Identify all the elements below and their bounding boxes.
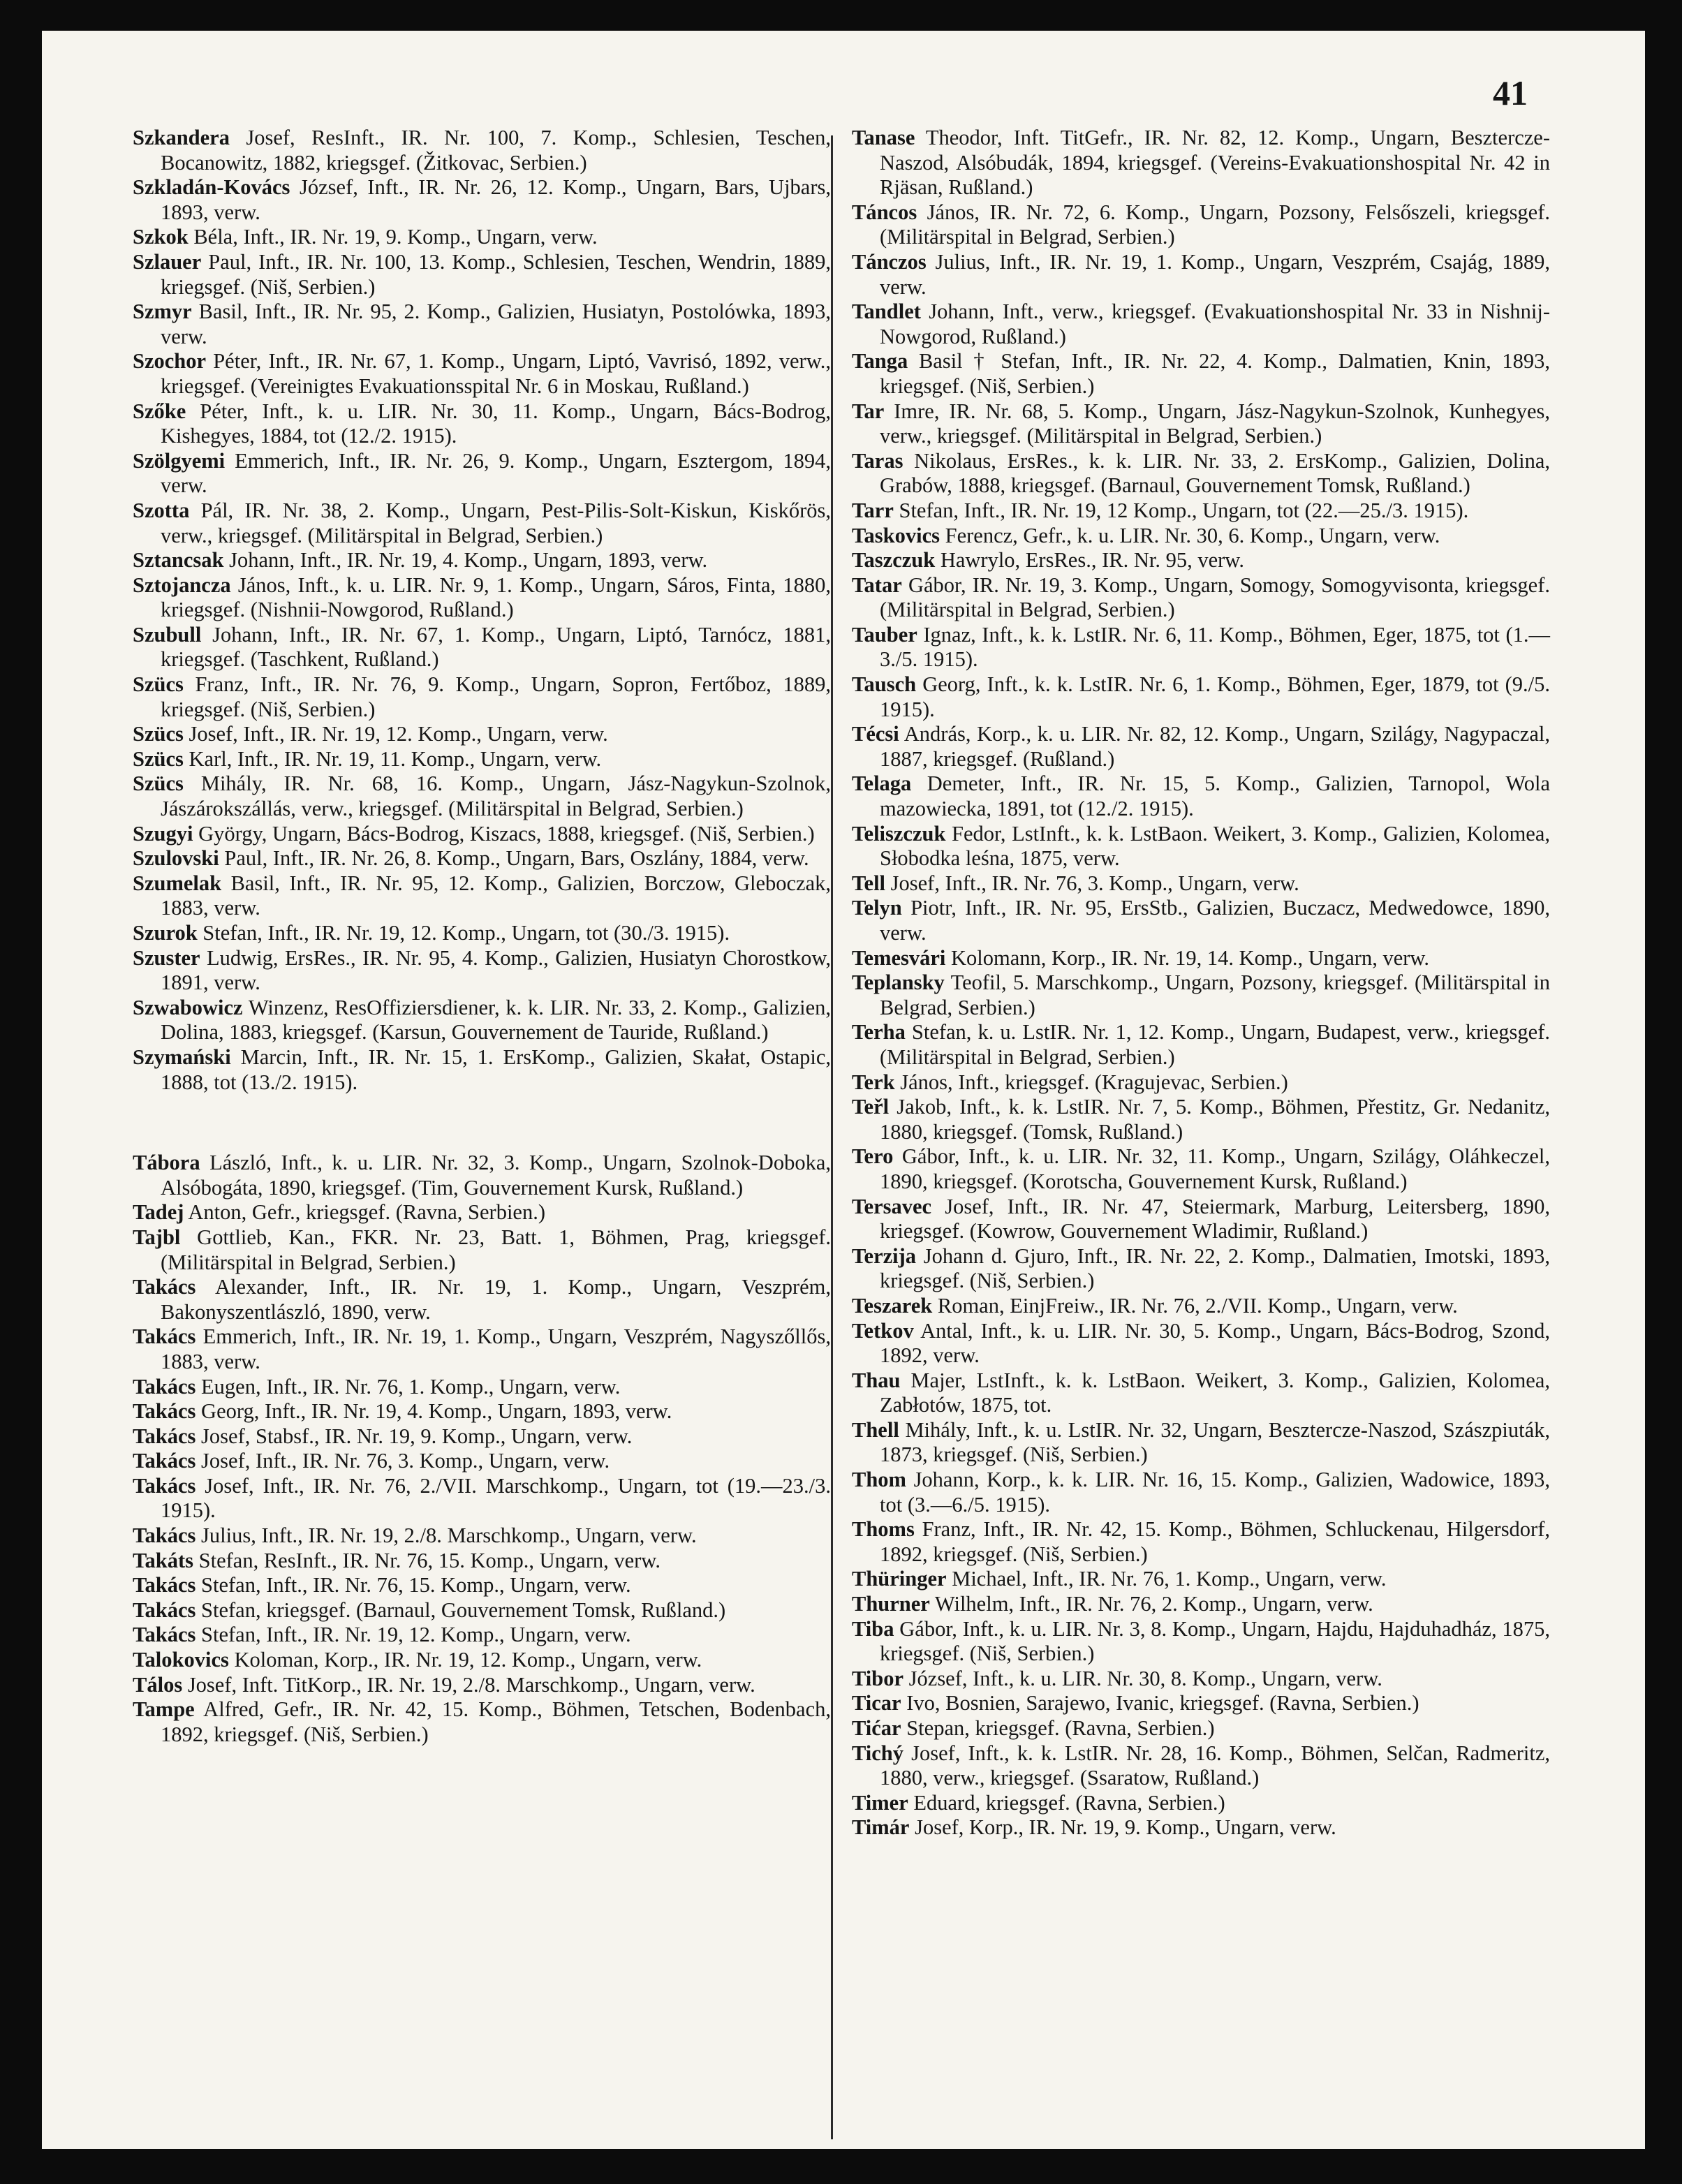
entry-details: János, Inft., k. u. LIR. Nr. 9, 1. Komp., Ungarn, Sáros, Finta, 1880, kriegsgef. (Nishnii-Nowgorod, Rußland.): [161, 573, 832, 622]
entry-details: Marcin, Inft., IR. Nr. 15, 1. ErsKomp., Galizien, Skałat, Ostapic, 1888, tot (13./2. 1915).: [161, 1045, 832, 1094]
list-entry: [852, 1567, 1550, 1592]
list-entry: [133, 499, 831, 548]
list-entry: [852, 1815, 1550, 1840]
list-entry: [133, 946, 831, 996]
entry-surname: Teřl: [852, 1095, 890, 1119]
entry-surname: Tandlet: [852, 300, 921, 324]
list-entry: [852, 946, 1550, 971]
list-entry: [852, 573, 1550, 623]
list-entry: [133, 548, 831, 573]
entry-surname: Takács: [133, 1374, 196, 1399]
entry-surname: Temesvári: [852, 945, 946, 970]
list-entry: [133, 921, 831, 946]
list-entry: [133, 1673, 831, 1698]
entry-details: János, Inft., kriegsgef. (Kragujevac, Serbien.): [900, 1070, 1288, 1094]
list-entry: [852, 1667, 1550, 1692]
entry-surname: Tichý: [852, 1741, 904, 1765]
entry-surname: Takáts: [133, 1548, 194, 1572]
entry-details: Mihály, IR. Nr. 68, 16. Komp., Ungarn, Jász-Nagykun-Szolnok, Jászárokszállás, verw., kriegsgef. (Militärspital in Belgrad, Serbien.): [161, 772, 831, 821]
list-entry: [852, 1418, 1550, 1468]
entry-details: Franz, Inft., IR. Nr. 42, 15. Komp., Böhmen, Schluckenau, Hilgersdorf, 1892, kriegsgef. (Niš, Serbien.): [880, 1517, 1550, 1566]
entry-surname: Szmyr: [133, 300, 192, 324]
entry-details: Stepan, kriegsgef. (Ravna, Serbien.): [906, 1716, 1215, 1740]
list-entry: [852, 722, 1550, 772]
entry-details: Ivo, Bosnien, Sarajewo, Ivanic, kriegsgef. (Ravna, Serbien.): [906, 1691, 1419, 1716]
entry-surname: Thom: [852, 1468, 906, 1492]
entry-surname: Szőke: [133, 399, 186, 423]
entry-details: Josef, Stabsf., IR. Nr. 19, 9. Komp., Ungarn, verw.: [201, 1424, 633, 1448]
entry-details: András, Korp., k. u. LIR. Nr. 82, 12. Komp., Ungarn, Szilágy, Nagypaczal, 1887, kriegsgef. (Rußland.): [880, 722, 1550, 771]
list-entry: [133, 1449, 831, 1474]
entry-surname: Tanase: [852, 126, 915, 149]
entry-details: Koloman, Korp., IR. Nr. 19, 12. Komp., Ungarn, verw.: [234, 1648, 702, 1672]
entry-details: Teofil, 5. Marschkomp., Ungarn, Pozsony, kriegsgef. (Militärspital in Belgrad, Serbien.): [880, 971, 1550, 1019]
list-entry: [133, 1648, 831, 1673]
entry-details: Ferencz, Gefr., k. u. LIR. Nr. 30, 6. Komp., Ungarn, verw.: [945, 523, 1440, 547]
entry-details: Josef, Inft., IR. Nr. 76, 3. Komp., Ungarn, verw.: [201, 1449, 610, 1473]
list-entry: [133, 399, 831, 449]
page-number: 41: [1493, 73, 1528, 112]
entry-details: Antal, Inft., k. u. LIR. Nr. 30, 5. Komp., Ungarn, Bács-Bodrog, Szond, 1892, verw.: [880, 1318, 1550, 1368]
entry-details: Majer, LstInft., k. k. LstBaon. Weikert, 3. Komp., Galizien, Kolomea, Zabłotów, 1875, tot.: [880, 1368, 1550, 1417]
entry-details: Josef, Korp., IR. Nr. 19, 9. Komp., Ungarn, verw.: [915, 1815, 1336, 1840]
entry-surname: Szlauer: [133, 249, 202, 274]
entry-details: Basil, Inft., IR. Nr. 95, 2. Komp., Galizien, Husiatyn, Postolówka, 1893, verw.: [161, 300, 831, 348]
list-entry: [852, 971, 1550, 1020]
list-entry: [852, 349, 1550, 399]
entry-details: János, IR. Nr. 72, 6. Komp., Ungarn, Pozsony, Felsőszeli, kriegsgef. (Militärspital in Belgrad, Serbien.): [880, 200, 1551, 249]
entry-surname: Takács: [133, 1573, 196, 1598]
entry-details: Basil † Stefan, Inft., IR. Nr. 22, 4. Komp., Dalmatien, Knin, 1893, kriegsgef. (Niš, Serbien.): [880, 349, 1551, 398]
list-entry: [133, 300, 831, 349]
entry-details: Piotr, Inft., IR. Nr. 95, ErsStb., Galizien, Buczacz, Medwedowce, 1890, verw.: [880, 896, 1551, 945]
list-entry: [133, 871, 831, 921]
entry-surname: Sztojancza: [133, 573, 231, 597]
entry-details: Anton, Gefr., kriegsgef. (Ravna, Serbien.): [188, 1200, 545, 1225]
entry-details: Stefan, Inft., IR. Nr. 19, 12. Komp., Ungarn, verw.: [201, 1623, 631, 1647]
list-entry: [133, 1623, 831, 1648]
list-entry: [852, 1070, 1550, 1095]
entry-surname: Takács: [133, 1598, 196, 1622]
list-entry: [133, 1325, 831, 1374]
entry-details: Theodor, Inft. TitGefr., IR. Nr. 82, 12. Komp., Ungarn, Besztercze-Naszod, Alsóbudák, 1894, kriegsgef. (Vereins-Evakuationshospital Nr. 42 in Rjäsan, Rußland.): [880, 126, 1550, 200]
entry-details: Johann, Inft., IR. Nr. 19, 4. Komp., Ungarn, 1893, verw.: [229, 548, 708, 573]
list-entry: [133, 722, 831, 747]
entry-details: Stefan, kriegsgef. (Barnaul, Gouvernement Tomsk, Rußland.): [201, 1598, 726, 1622]
entry-details: Josef, Inft., IR. Nr. 76, 3. Komp., Ungarn, verw.: [890, 871, 1299, 895]
list-entry: [852, 1244, 1550, 1294]
entry-details: Johann d. Gjuro, Inft., IR. Nr. 22, 2. Komp., Dalmatien, Imotski, 1893, kriegsgef. (Niš, Serbien.): [880, 1244, 1551, 1293]
entry-details: Josef, Inft., IR. Nr. 76, 2./VII. Marschkomp., Ungarn, tot (19.—23./3. 1915).: [161, 1473, 831, 1523]
entry-surname: Tauber: [852, 622, 917, 647]
entry-surname: Tarr: [852, 498, 894, 522]
entry-details: Franz, Inft., IR. Nr. 76, 9. Komp., Ungarn, Sopron, Fertőboz, 1889, kriegsgef. (Niš, Serbien.): [161, 672, 831, 721]
entry-details: Josef, Inft. TitKorp., IR. Nr. 19, 2./8. Marschkomp., Ungarn, verw.: [187, 1672, 755, 1697]
entry-surname: Sztancsak: [133, 548, 224, 573]
entry-surname: Szkok: [133, 225, 189, 249]
entry-details: Stefan, k. u. LstIR. Nr. 1, 12. Komp., Ungarn, Budapest, verw., kriegsgef. (Militärspital in Belgrad, Serbien.): [880, 1020, 1550, 1069]
entry-details: Paul, Inft., IR. Nr. 100, 13. Komp., Schlesien, Teschen, Wendrin, 1889, kriegsgef. (Niš, Serbien.): [161, 249, 832, 299]
entry-surname: Técsi: [852, 722, 899, 746]
entry-surname: Szölgyemi: [133, 448, 226, 473]
list-entry: [852, 1368, 1550, 1418]
entry-details: Gábor, Inft., k. u. LIR. Nr. 32, 11. Komp., Ungarn, Szilágy, Oláhkeczel, 1890, kriegsgef. (Korotscha, Gouvernement Kursk, Rußland.): [880, 1144, 1551, 1193]
entry-details: Jakob, Inft., k. k. LstIR. Nr. 7, 5. Komp., Böhmen, Přestitz, Gr. Nedanitz, 1880, kriegsgef. (Tomsk, Rußland.): [880, 1095, 1551, 1144]
entry-details: József, Inft., IR. Nr. 26, 12. Komp., Ungarn, Bars, Ujbars, 1893, verw.: [161, 175, 831, 224]
list-entry: [852, 1294, 1550, 1319]
list-entry: [133, 250, 831, 300]
entry-details: Johann, Inft., verw., kriegsgef. (Evakuationshospital Nr. 33 in Nishnij-Nowgorod, Rußland.): [880, 300, 1551, 348]
entry-details: Stefan, Inft., IR. Nr. 19, 12. Komp., Ungarn, tot (30./3. 1915).: [202, 921, 730, 945]
entry-surname: Thurner: [852, 1592, 930, 1616]
entry-surname: Terha: [852, 1020, 906, 1045]
entry-surname: Tersavec: [852, 1194, 932, 1218]
list-entry: [852, 1468, 1550, 1517]
list-entry: [852, 1095, 1550, 1144]
entry-details: Kolomann, Korp., IR. Nr. 19, 14. Komp., Ungarn, verw.: [951, 945, 1430, 970]
entry-details: Winzenz, ResOffiziersdiener, k. k. LIR. Nr. 33, 2. Komp., Galizien, Dolina, 1883, kriegsgef. (Karsun, Gouvernement de Tauride, Rußland.): [161, 995, 831, 1045]
list-entry: [133, 772, 831, 821]
entry-surname: Szücs: [133, 746, 184, 771]
list-entry: [852, 1020, 1550, 1070]
entry-surname: Thau: [852, 1368, 901, 1392]
entry-details: Gábor, Inft., k. u. LIR. Nr. 3, 8. Komp., Ungarn, Hajdu, Hajduhadház, 1875, kriegsgef. (Niš, Serbien.): [880, 1616, 1550, 1666]
entry-surname: Tero: [852, 1144, 894, 1169]
list-entry: [133, 1523, 831, 1549]
entry-surname: Thell: [852, 1417, 899, 1442]
entry-details: Josef, ResInft., IR. Nr. 100, 7. Komp., Schlesien, Teschen, Bocanowitz, 1882, kriegsgef. (Žitkovac, Serbien.): [161, 126, 832, 175]
entry-details: Fedor, LstInft., k. k. LstBaon. Weikert, 3. Komp., Galizien, Kolomea, Słobodka leśna, 1875, verw.: [880, 821, 1550, 871]
list-entry: [133, 126, 831, 175]
entry-surname: Taszczuk: [852, 548, 936, 573]
column-divider: [831, 135, 833, 2139]
entry-surname: Tánczos: [852, 249, 927, 274]
list-entry: [852, 1741, 1550, 1791]
list-entry: [852, 1144, 1550, 1194]
list-entry: [852, 1319, 1550, 1368]
entry-details: József, Inft., k. u. LIR. Nr. 30, 8. Komp., Ungarn, verw.: [908, 1666, 1382, 1690]
list-entry: [852, 1517, 1550, 1567]
list-entry: [133, 623, 831, 672]
entry-details: Mihály, Inft., k. u. LstIR. Nr. 32, Ungarn, Besztercze-Naszod, Szászpiuták, 1873, kriegsgef. (Niš, Serbien.): [880, 1417, 1551, 1467]
list-entry: [133, 1225, 831, 1275]
list-entry: [852, 772, 1550, 821]
entry-surname: Szulovski: [133, 846, 219, 871]
entry-surname: Tar: [852, 399, 885, 423]
entry-details: Georg, Inft., k. k. LstIR. Nr. 6, 1. Komp., Böhmen, Eger, 1879, tot (9./5. 1915).: [880, 672, 1551, 721]
entry-details: László, Inft., k. u. LIR. Nr. 32, 3. Komp., Ungarn, Szolnok-Doboka, Alsóbogáta, 1890, kriegsgef. (Tim, Gouvernement Kursk, Rußland.): [161, 1151, 831, 1200]
entry-surname: Timer: [852, 1790, 908, 1815]
entry-surname: Terk: [852, 1070, 895, 1094]
entry-surname: Tiba: [852, 1616, 894, 1641]
list-entry: [133, 822, 831, 847]
entry-surname: Tajbl: [133, 1225, 181, 1249]
entry-surname: Takács: [133, 1523, 196, 1548]
entry-surname: Tatar: [852, 573, 902, 597]
entry-details: Julius, Inft., IR. Nr. 19, 2./8. Marschkomp., Ungarn, verw.: [201, 1523, 697, 1548]
list-entry: [852, 871, 1550, 897]
entry-details: Stefan, ResInft., IR. Nr. 76, 15. Komp., Ungarn, verw.: [198, 1548, 661, 1572]
entry-surname: Tell: [852, 871, 886, 895]
entry-surname: Tábora: [133, 1151, 200, 1175]
list-entry: [852, 499, 1550, 524]
list-entry: [852, 1617, 1550, 1667]
entry-details: Ludwig, ErsRes., IR. Nr. 95, 4. Komp., Galizien, Husiatyn Chorostkow, 1891, verw.: [161, 945, 831, 995]
entry-details: György, Ungarn, Bács-Bodrog, Kiszacs, 1888, kriegsgef. (Niš, Serbien.): [198, 821, 815, 846]
entry-surname: Szücs: [133, 672, 184, 697]
list-entry: [133, 846, 831, 871]
entry-details: Péter, Inft., IR. Nr. 67, 1. Komp., Ungarn, Liptó, Vavrisó, 1892, verw., kriegsgef. (Vereinigtes Evakuationsspital Nr. 6 in Moskau, Rußland.): [161, 349, 832, 398]
list-entry: [133, 1474, 831, 1523]
list-entry: [133, 996, 831, 1045]
entry-surname: Tampe: [133, 1697, 195, 1722]
entry-surname: Szotta: [133, 498, 190, 522]
entry-details: Eduard, kriegsgef. (Ravna, Serbien.): [913, 1790, 1225, 1815]
entry-surname: Takács: [133, 1325, 196, 1349]
entry-surname: Teplansky: [852, 971, 945, 995]
entry-surname: Szugyi: [133, 821, 193, 846]
entry-details: Stefan, Inft., IR. Nr. 76, 15. Komp., Ungarn, verw.: [201, 1573, 631, 1598]
list-entry: [852, 623, 1550, 672]
list-entry: [852, 672, 1550, 722]
list-entry: [852, 822, 1550, 871]
entry-surname: Timár: [852, 1815, 910, 1840]
list-entry: [133, 1573, 831, 1598]
entry-surname: Szubull: [133, 622, 202, 647]
entry-surname: Telaga: [852, 772, 912, 796]
list-entry: [852, 1592, 1550, 1617]
entry-details: Roman, EinjFreiw., IR. Nr. 76, 2./VII. Komp., Ungarn, verw.: [937, 1293, 1458, 1318]
list-entry: [852, 1716, 1550, 1741]
entry-details: Gábor, IR. Nr. 19, 3. Komp., Ungarn, Somogy, Somogyvisonta, kriegsgef. (Militärspital in Belgrad, Serbien.): [880, 573, 1551, 622]
entry-details: Eugen, Inft., IR. Nr. 76, 1. Komp., Ungarn, verw.: [201, 1374, 621, 1399]
entry-details: Georg, Inft., IR. Nr. 19, 4. Komp., Ungarn, 1893, verw.: [201, 1399, 672, 1424]
entry-surname: Ticar: [852, 1691, 901, 1716]
list-entry: [852, 200, 1550, 250]
list-entry: [133, 1200, 831, 1225]
entry-details: Stefan, Inft., IR. Nr. 19, 12 Komp., Ungarn, tot (22.—25./3. 1915).: [899, 498, 1469, 522]
entry-details: Johann, Inft., IR. Nr. 67, 1. Komp., Ungarn, Liptó, Tarnócz, 1881, kriegsgef. (Taschkent, Rußland.): [161, 622, 832, 672]
entry-surname: Szurok: [133, 921, 198, 945]
list-entry: [852, 548, 1550, 573]
list-entry: [133, 1375, 831, 1400]
list-entry: [852, 1691, 1550, 1716]
list-entry: [852, 399, 1550, 449]
entry-details: Josef, Inft., IR. Nr. 47, Steiermark, Marburg, Leitersberg, 1890, kriegsgef. (Kowrow, Gouvernement Wladimir, Rußland.): [880, 1194, 1551, 1244]
entry-surname: Takács: [133, 1623, 196, 1647]
entry-surname: Szymański: [133, 1045, 231, 1069]
list-entry: [133, 1399, 831, 1424]
entry-surname: Telyn: [852, 896, 902, 920]
entry-surname: Szkladán-Kovács: [133, 175, 290, 200]
entry-surname: Tálos: [133, 1672, 183, 1697]
list-entry: [852, 449, 1550, 499]
entry-surname: Takács: [133, 1449, 196, 1473]
section-gap: [133, 1095, 831, 1151]
list-entry: [133, 672, 831, 722]
entry-details: Wilhelm, Inft., IR. Nr. 76, 2. Komp., Ungarn, verw.: [934, 1592, 1373, 1616]
list-entry: [852, 1195, 1550, 1244]
entry-details: Demeter, Inft., IR. Nr. 15, 5. Komp., Galizien, Tarnopol, Wola mazowiecka, 1891, tot (12./2. 1915).: [880, 772, 1550, 821]
entry-details: Gottlieb, Kan., FKR. Nr. 23, Batt. 1, Böhmen, Prag, kriegsgef. (Militärspital in Belgrad, Serbien.): [161, 1225, 831, 1274]
entry-surname: Tibor: [852, 1666, 904, 1690]
entry-surname: Terzija: [852, 1244, 917, 1268]
entry-details: Péter, Inft., k. u. LIR. Nr. 30, 11. Komp., Ungarn, Bács-Bodrog, Kishegyes, 1884, tot (12./2. 1915).: [161, 399, 831, 448]
page: [42, 31, 1645, 2149]
entry-surname: Teszarek: [852, 1293, 933, 1318]
list-entry: [133, 175, 831, 225]
entry-surname: Tausch: [852, 672, 917, 697]
entry-surname: Tićar: [852, 1716, 901, 1740]
entry-surname: Táncos: [852, 200, 917, 224]
entry-surname: Takács: [133, 1424, 196, 1448]
list-entry: [852, 524, 1550, 549]
list-entry: [133, 1697, 831, 1747]
entry-surname: Szochor: [133, 349, 207, 374]
entry-surname: Taras: [852, 448, 903, 473]
entry-surname: Thoms: [852, 1517, 915, 1542]
entry-details: Josef, Inft., k. k. LstIR. Nr. 28, 16. Komp., Böhmen, Selčan, Radmeritz, 1880, verw., kriegsgef. (Ssaratow, Rußland.): [880, 1741, 1550, 1790]
list-entry: [133, 1151, 831, 1200]
entry-details: Johann, Korp., k. k. LIR. Nr. 16, 15. Komp., Galizien, Wadowice, 1893, tot (3.—6./5. 1915).: [880, 1468, 1551, 1517]
entry-surname: Thüringer: [852, 1567, 947, 1591]
entry-surname: Talokovics: [133, 1648, 229, 1672]
entry-surname: Tanga: [852, 349, 908, 374]
entry-surname: Tetkov: [852, 1318, 914, 1343]
entry-surname: Takács: [133, 1275, 196, 1299]
entry-details: Josef, Inft., IR. Nr. 19, 12. Komp., Ungarn, verw.: [189, 722, 608, 746]
entry-details: Emmerich, Inft., IR. Nr. 19, 1. Komp., Ungarn, Veszprém, Nagyszőllős, 1883, verw.: [161, 1325, 831, 1373]
entry-surname: Takács: [133, 1473, 196, 1498]
list-entry: [133, 1275, 831, 1325]
entry-surname: Szkandera: [133, 126, 230, 149]
list-entry: [133, 1045, 831, 1095]
entry-details: Hawrylo, ErsRes., IR. Nr. 95, verw.: [940, 548, 1244, 573]
list-entry: [852, 1791, 1550, 1816]
entry-details: Paul, Inft., IR. Nr. 26, 8. Komp., Ungarn, Bars, Oszlány, 1884, verw.: [224, 846, 809, 871]
entry-details: Emmerich, Inft., IR. Nr. 26, 9. Komp., Ungarn, Esztergom, 1894, verw.: [161, 448, 832, 498]
entry-details: Basil, Inft., IR. Nr. 95, 12. Komp., Galizien, Borczow, Gleboczak, 1883, verw.: [161, 871, 831, 920]
entry-details: Pál, IR. Nr. 38, 2. Komp., Ungarn, Pest-Pilis-Solt-Kiskun, Kiskőrös, verw., kriegsgef. (Militärspital in Belgrad, Serbien.): [161, 498, 832, 547]
entry-details: Imre, IR. Nr. 68, 5. Komp., Ungarn, Jász-Nagykun-Szolnok, Kunhegyes, verw., kriegsgef. (Militärspital in Belgrad, Serbien.): [880, 399, 1551, 448]
entry-surname: Szücs: [133, 722, 184, 746]
list-entry: [133, 1549, 831, 1574]
entry-details: Alfred, Gefr., IR. Nr. 42, 15. Komp., Böhmen, Tetschen, Bodenbach, 1892, kriegsgef. (Niš, Serbien.): [161, 1697, 831, 1746]
list-entry: [852, 126, 1550, 200]
entry-surname: Taskovics: [852, 523, 940, 547]
list-entry: [133, 1598, 831, 1623]
entry-surname: Teliszczuk: [852, 821, 946, 846]
entry-surname: Takács: [133, 1399, 196, 1424]
list-entry: [852, 300, 1550, 349]
list-entry: [852, 250, 1550, 300]
list-entry: [133, 349, 831, 399]
entry-details: Julius, Inft., IR. Nr. 19, 1. Komp., Ungarn, Veszprém, Csajág, 1889, verw.: [880, 249, 1550, 299]
entry-surname: Szumelak: [133, 871, 222, 895]
list-entry: [133, 747, 831, 772]
entry-details: Karl, Inft., IR. Nr. 19, 11. Komp., Ungarn, verw.: [189, 746, 602, 771]
entry-details: Alexander, Inft., IR. Nr. 19, 1. Komp., Ungarn, Veszprém, Bakonyszentlászló, 1890, verw.: [161, 1275, 831, 1324]
entry-surname: Szwabowicz: [133, 995, 243, 1019]
list-entry: [133, 449, 831, 499]
entry-details: Nikolaus, ErsRes., k. k. LIR. Nr. 33, 2. ErsKomp., Galizien, Dolina, Grabów, 1888, kriegsgef. (Barnaul, Gouvernement Tomsk, Rußland.): [880, 448, 1550, 498]
entry-surname: Szücs: [133, 772, 184, 796]
entry-surname: Tadej: [133, 1200, 184, 1225]
entry-surname: Szuster: [133, 945, 200, 970]
list-entry: [133, 225, 831, 250]
left-column: [133, 126, 831, 1747]
entry-details: Ignaz, Inft., k. k. LstIR. Nr. 6, 11. Komp., Böhmen, Eger, 1875, tot (1.—3./5. 1915).: [880, 622, 1551, 672]
entry-details: Béla, Inft., IR. Nr. 19, 9. Komp., Ungarn, verw.: [193, 225, 598, 249]
right-column: [852, 126, 1550, 1840]
list-entry: [852, 896, 1550, 945]
list-entry: [133, 573, 831, 623]
list-entry: [133, 1424, 831, 1449]
entry-details: Michael, Inft., IR. Nr. 76, 1. Komp., Ungarn, verw.: [952, 1567, 1387, 1591]
